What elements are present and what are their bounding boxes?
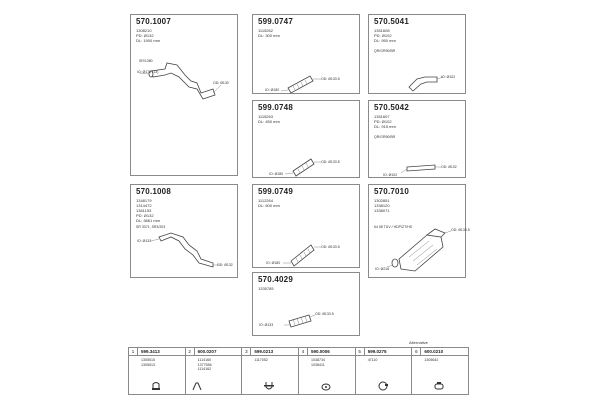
outlet-label: OD: Ø132 <box>217 263 233 267</box>
part-info: 1302851 1338120 1338071 <box>374 198 390 213</box>
accessory-index: 4 <box>299 348 308 355</box>
clamp-icon <box>151 381 161 391</box>
accessory-part: 599.0213 <box>254 349 274 354</box>
outlet-label: OD: Ø133.5 <box>321 160 340 164</box>
outlet-label: OD: Ø133.5 <box>315 312 334 316</box>
part-info: 1351607 PD: Ø102 DL: 915 mm <box>374 114 396 129</box>
accessory-part: 599.0275 <box>367 349 387 354</box>
flex-pipe-drawing <box>253 273 361 337</box>
alternative-label: Alternative <box>409 340 428 345</box>
card-570-4029[interactable] <box>252 272 360 336</box>
inlet-label: IO: Ø180 <box>266 261 281 265</box>
accessory-refs: 1305515 1305513 <box>141 358 155 367</box>
card-599-0747[interactable] <box>252 14 360 94</box>
fitment-note: QR/GR90/BR <box>374 135 396 139</box>
card-570-7010[interactable] <box>368 184 470 278</box>
part-number: 599.0748 <box>258 103 293 112</box>
part-info: 1335785 <box>258 286 274 291</box>
part-number: 570.1008 <box>136 187 171 196</box>
hanger-icon <box>321 381 331 391</box>
inlet-label: IO: Ø102 <box>441 75 456 79</box>
accessory-index: 6 <box>412 348 421 355</box>
part-info: 1351608 PD: Ø102 DL: 950 mm <box>374 28 396 43</box>
accessory-refs: 1038734 1038411 <box>311 358 326 367</box>
part-info: 1112264 DL: 600 mm <box>258 198 280 208</box>
flex-pipe-drawing <box>253 101 361 179</box>
catalytic-converter-drawing <box>369 185 467 279</box>
part-number: 570.4029 <box>258 275 293 284</box>
pipe-drawing <box>131 15 239 177</box>
part-info: 1115263 DL: 450 mm <box>258 114 280 124</box>
inlet-label: IO: Ø133 <box>259 323 274 327</box>
accessory-part: 590.0006 <box>311 349 330 354</box>
card-570-5041[interactable] <box>368 14 466 94</box>
outlet-label: OD: Ø133.5 <box>451 228 470 232</box>
card-599-0748[interactable] <box>252 100 360 178</box>
inlet-label: IO: Ø180 <box>269 172 284 176</box>
accessory-cell[interactable] <box>299 348 356 394</box>
fitment-note: QR/GR90/BR <box>374 49 396 53</box>
accessory-part: 600.0210 <box>424 349 444 354</box>
inlet-label: IO: Ø216 <box>375 267 390 271</box>
part-info: 1348179 1314472 1361153 PD: Ø132 DL: 3861 mm <box>136 198 161 223</box>
fitment-note: 64 08 TUV / HDP/ZT/HS <box>374 225 413 229</box>
accessory-refs: 1305642 <box>424 358 439 362</box>
inlet-label: IO: Ø102 <box>383 173 398 177</box>
accessory-index: 2 <box>186 348 195 355</box>
accessory-cell[interactable] <box>412 348 468 394</box>
flex-pipe-drawing <box>253 185 361 269</box>
part-number: 570.5041 <box>374 17 409 26</box>
fitment-note: SR 3371, SR3/203 <box>136 225 166 229</box>
card-570-1007[interactable] <box>130 14 238 176</box>
fitment-note: SR/1380 <box>139 59 153 63</box>
accessory-part: 600.0207 <box>197 349 217 354</box>
accessory-cell[interactable] <box>356 348 413 394</box>
flex-pipe-drawing <box>253 15 361 95</box>
part-info: 1308210 PD: Ø132 DL: 1900 mm <box>136 28 161 43</box>
accessory-part: 599.3413 <box>141 349 160 354</box>
ring-clamp-icon <box>378 381 388 391</box>
card-599-0749[interactable] <box>252 184 360 268</box>
accessory-index: 3 <box>242 348 251 355</box>
accessory-cell[interactable] <box>242 348 299 394</box>
part-number: 599.0747 <box>258 17 293 26</box>
pipe-drawing <box>369 15 467 95</box>
inlet-label: IO: Ø170 (13) <box>137 70 159 74</box>
inlet-label: IO: Ø133 <box>137 239 152 243</box>
part-number: 570.1007 <box>136 17 171 26</box>
outlet-label: OD: Ø102 <box>441 165 457 169</box>
outlet-label: OD: Ø130 <box>213 81 229 85</box>
part-number: 570.7010 <box>374 187 409 196</box>
accessories-table <box>128 347 469 395</box>
accessory-refs: 1114160 1377556 1114162 <box>197 358 212 372</box>
accessory-cell[interactable] <box>186 348 243 394</box>
accessory-cell[interactable] <box>129 348 186 394</box>
card-570-5042[interactable] <box>368 100 466 178</box>
card-570-1008[interactable] <box>130 184 238 278</box>
outlet-label: OD: Ø133.5 <box>321 77 340 81</box>
part-number: 570.5042 <box>374 103 409 112</box>
band-clamp-icon <box>434 381 444 391</box>
accessory-index: 1 <box>129 348 138 355</box>
part-info: 1115262 DL: 300 mm <box>258 28 280 38</box>
part-number: 599.0749 <box>258 187 293 196</box>
accessory-refs: 1117052 <box>254 358 268 362</box>
outlet-label: OD: Ø133.5 <box>321 245 340 249</box>
accessory-index: 5 <box>356 348 365 355</box>
accessory-refs: 47110 <box>367 358 378 362</box>
u-bolt-icon <box>264 381 274 391</box>
inlet-label: IO: Ø180 <box>265 88 280 92</box>
bracket-icon <box>192 381 202 391</box>
